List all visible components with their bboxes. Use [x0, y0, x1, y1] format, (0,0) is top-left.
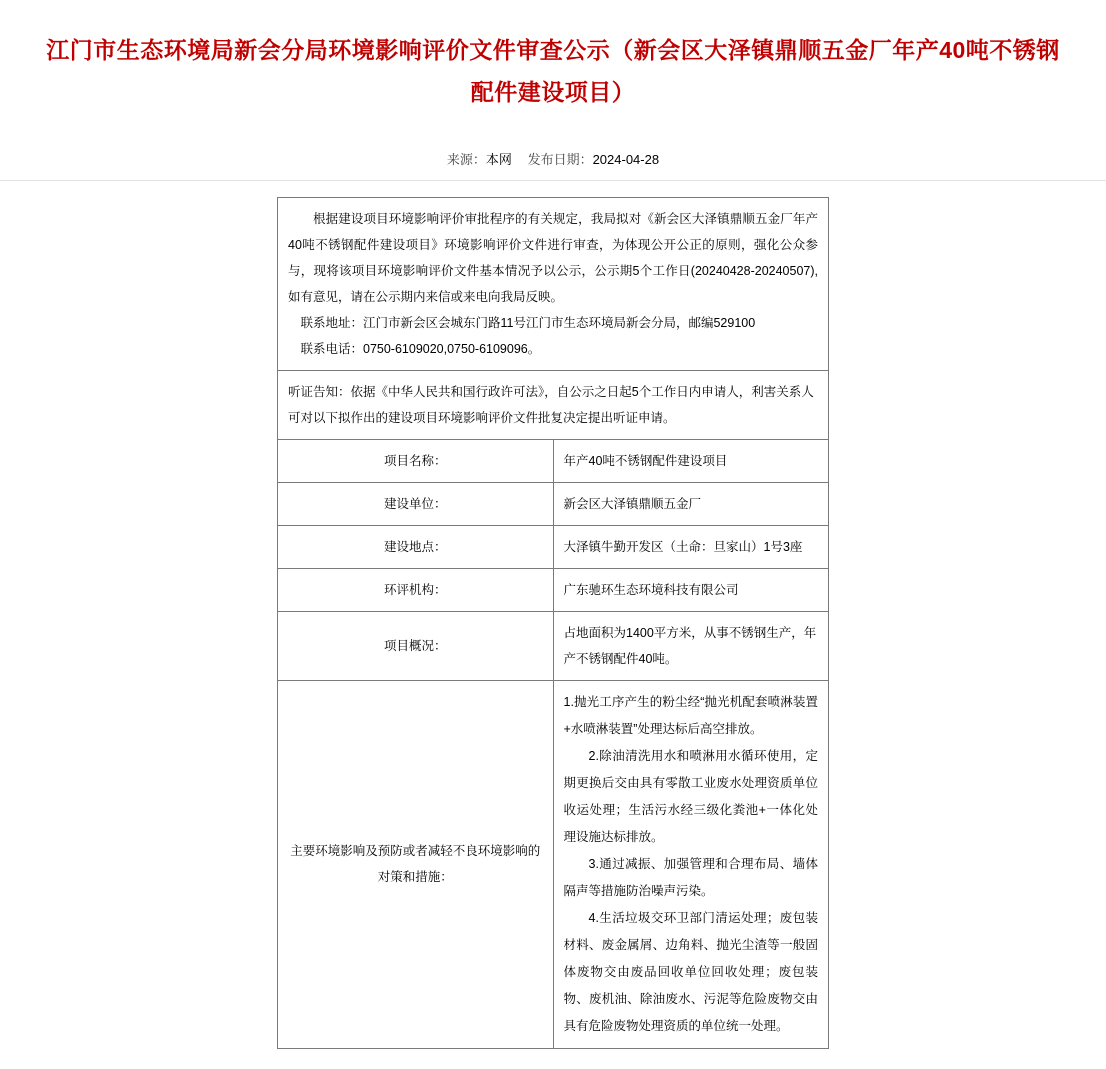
row-value-project-name: 年产40吨不锈钢配件建设项目 [553, 439, 829, 482]
row-label-location: 建设地点： [278, 525, 554, 568]
row-label-ea-agency: 环评机构： [278, 568, 554, 611]
table-row-hearing [278, 370, 829, 439]
notice-cell [278, 197, 829, 370]
measure-item-2: 2.除油清洗用水和喷淋用水循环使用，定期更换后交由具有零散工业废水处理资质单位收运处理；生活污水经三级化粪池+一体化处理设施达标排放。 [563, 748, 818, 844]
notice-paragraph-1: 根据建设项目环境影响评价审批程序的有关规定，我局拟对《新会区大泽镇鼎顺五金厂年产40吨不锈钢配件建设项目》环境影响评价文件进行审查，为体现公开公正的原则，强化公众参与，现将该项目环境影响评价文件基本情况予以公示，公示期5个工作日(20240428-20240507),如有意见，请在公示期内来信或来电向我局反映。 [288, 211, 818, 304]
row-value-overview: 占地面积为1400平方米，从事不锈钢生产，年产不锈钢配件40吨。 [553, 611, 829, 680]
date-value: 2024-04-28 [592, 151, 660, 167]
table-row [278, 568, 829, 611]
source-value: 本网 [485, 151, 512, 167]
row-label-construction-unit: 建设单位： [278, 482, 554, 525]
content-area [0, 181, 1106, 1069]
row-value-construction-unit: 新会区大泽镇鼎顺五金厂 [553, 482, 829, 525]
measure-item-1: 1.抛光工序产生的粉尘经“抛光机配套喷淋装置+水喷淋装置”处理达标后高空排放。 [563, 694, 818, 736]
measure-item-3: 3.通过减振、加强管理和合理布局、墙体隔声等措施防治噪声污染。 [563, 856, 818, 898]
row-value-ea-agency: 广东驰环生态环境科技有限公司 [553, 568, 829, 611]
table-row [278, 611, 829, 680]
measure-item-4: 4.生活垃圾交环卫部门清运处理；废包装材料、废金属屑、边角料、抛光尘渣等一般固体废物交由废品回收单位回收处理；废包装物、废机油、除油废水、污泥等危险废物交由具有危险废物处理资质的单位统一处理。 [563, 910, 818, 1033]
table-row [278, 482, 829, 525]
notice-table [277, 197, 829, 1049]
row-label-project-name: 项目名称： [278, 439, 554, 482]
row-value-location: 大泽镇牛勤开发区（土命：旦家山）1号3座 [553, 525, 829, 568]
date-meta [528, 152, 660, 167]
row-value-measures [553, 680, 829, 1048]
table-row [278, 439, 829, 482]
row-label-measures: 主要环境影响及预防或者减轻不良环境影响的对策和措施： [278, 680, 554, 1048]
row-label-overview: 项目概况： [278, 611, 554, 680]
source-label: 来源： [446, 151, 486, 167]
hearing-cell: 听证告知：依据《中华人民共和国行政许可法》，自公示之日起5个工作日内申请人，利害关系人可对以下拟作出的建设项目环境影响评价文件批复决定提出听证申请。 [278, 370, 829, 439]
date-label: 发布日期： [527, 151, 593, 167]
notice-phone: 联系电话：0750-6109020,0750-6109096。 [300, 341, 541, 356]
page-root [0, 15, 1106, 1068]
table-row-measures [278, 680, 829, 1048]
page-title: 江门市生态环境局新会分局环境影响评价文件审查公示（新会区大泽镇鼎顺五金厂年产40吨不锈钢配件建设项目） [46, 37, 1060, 106]
table-row-notice [278, 197, 829, 370]
article-meta [0, 135, 1106, 180]
source-meta [447, 152, 512, 167]
notice-address: 联系地址：江门市新会区会城东门路11号江门市生态环境局新会分局，邮编529100 [300, 315, 756, 330]
table-row [278, 525, 829, 568]
